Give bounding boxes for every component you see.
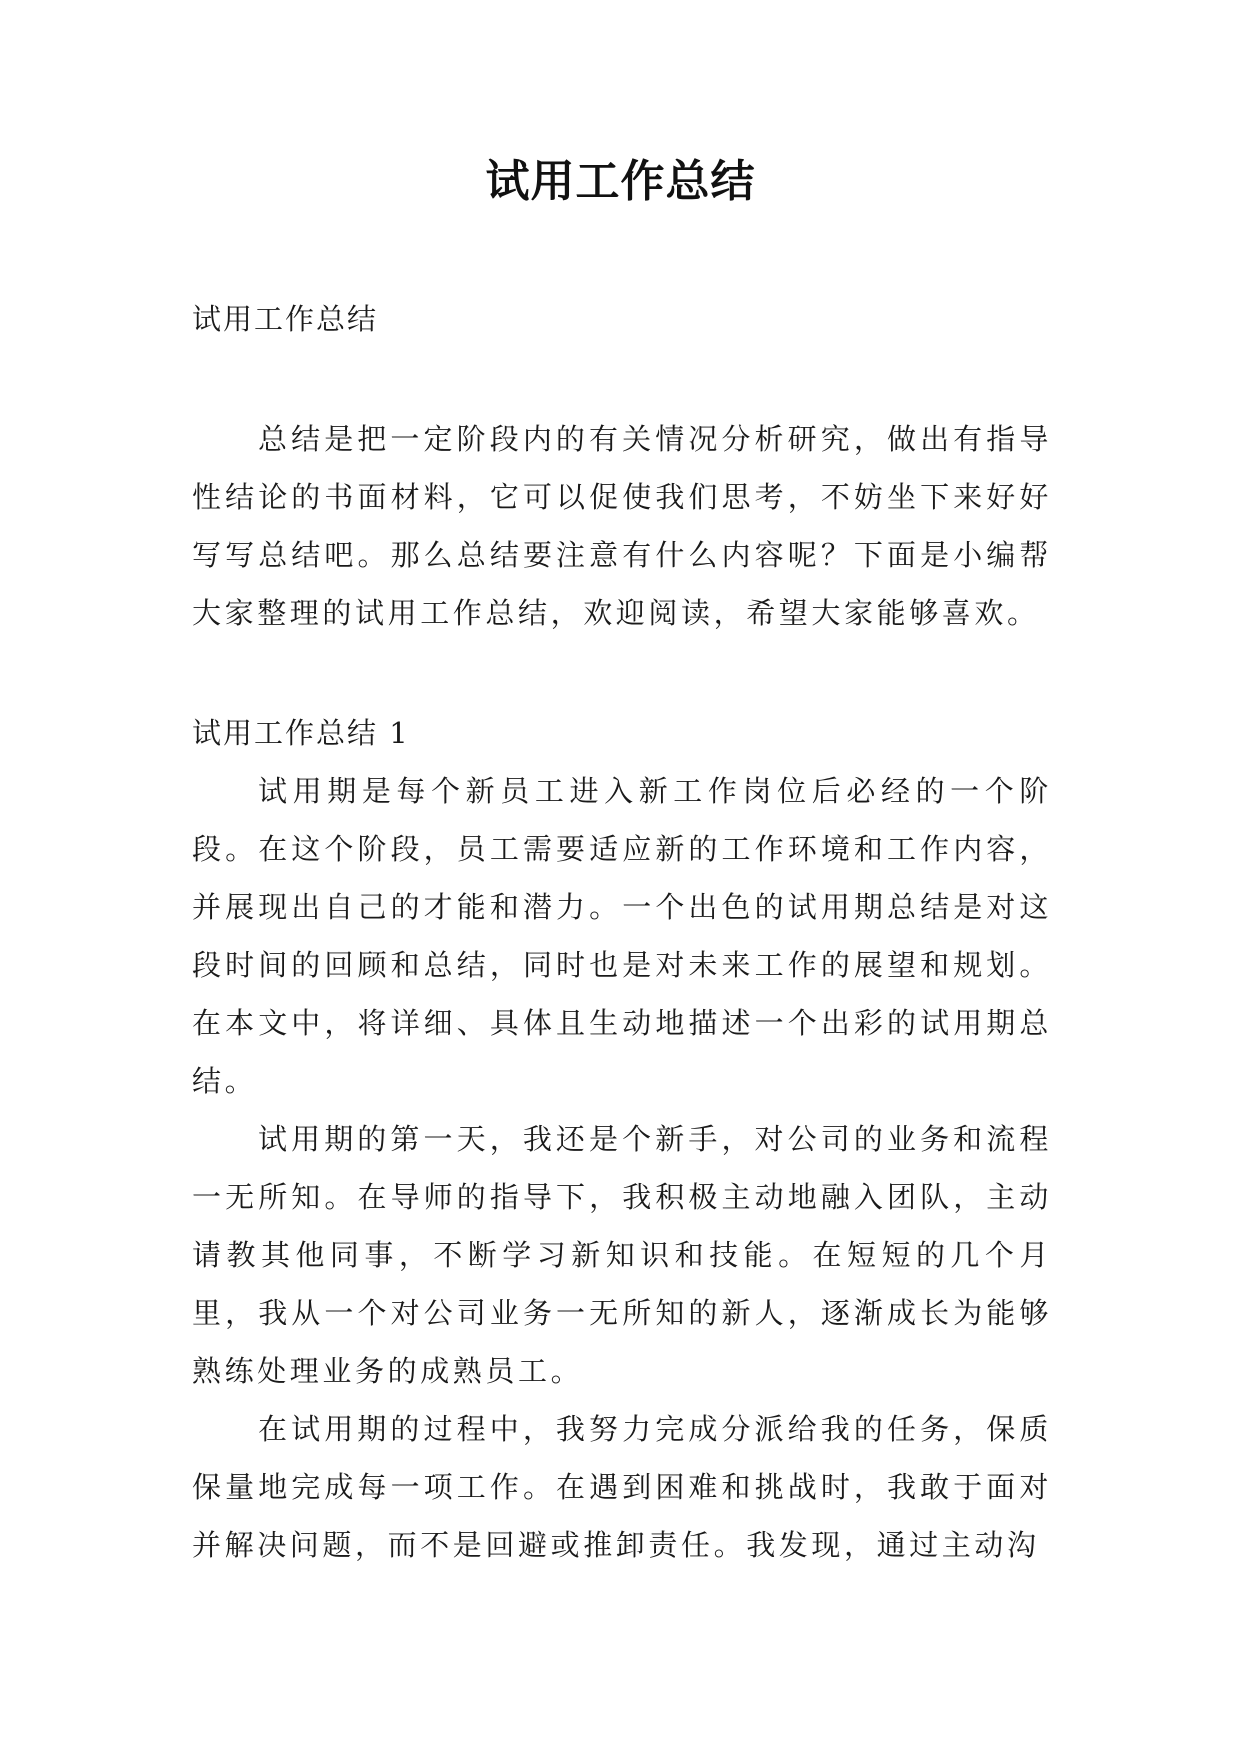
body-paragraph-2: 试用期的第一天，我还是个新手，对公司的业务和流程一无所知。在导师的指导下，我积极主动地融入团队，主动请教其他同事，不断学习新知识和技能。在短短的几个月里，我从一个对公司业务一无所知的新人，逐渐成长为能够熟练处理业务的成熟员工。 [192, 1122, 1052, 1388]
section-heading: 试用工作总结 1 [192, 716, 410, 750]
intro-paragraph: 总结是把一定阶段内的有关情况分析研究，做出有指导性结论的书面材料，它可以促使我们思考，不妨坐下来好好写写总结吧。那么总结要注意有什么内容呢？下面是小编帮大家整理的试用工作总结，欢迎阅读，希望大家能够喜欢。 [192, 422, 1052, 630]
document-title: 试用工作总结 [485, 156, 756, 207]
body-paragraph-3: 在试用期的过程中，我努力完成分派给我的任务，保质保量地完成每一项工作。在遇到困难和挑战时，我敢于面对并解决问题，而不是回避或推卸责任。我发现，通过主动沟 [192, 1412, 1052, 1562]
document-body [192, 290, 1052, 1574]
body-paragraph-1: 试用期是每个新员工进入新工作岗位后必经的一个阶段。在这个阶段，员工需要适应新的工作环境和工作内容，并展现出自己的才能和潜力。一个出色的试用期总结是对这段时间的回顾和总结，同时也是对未来工作的展望和规划。在本文中，将详细、具体且生动地描述一个出彩的试用期总结。 [192, 774, 1052, 1098]
document-subtitle: 试用工作总结 [192, 302, 379, 336]
